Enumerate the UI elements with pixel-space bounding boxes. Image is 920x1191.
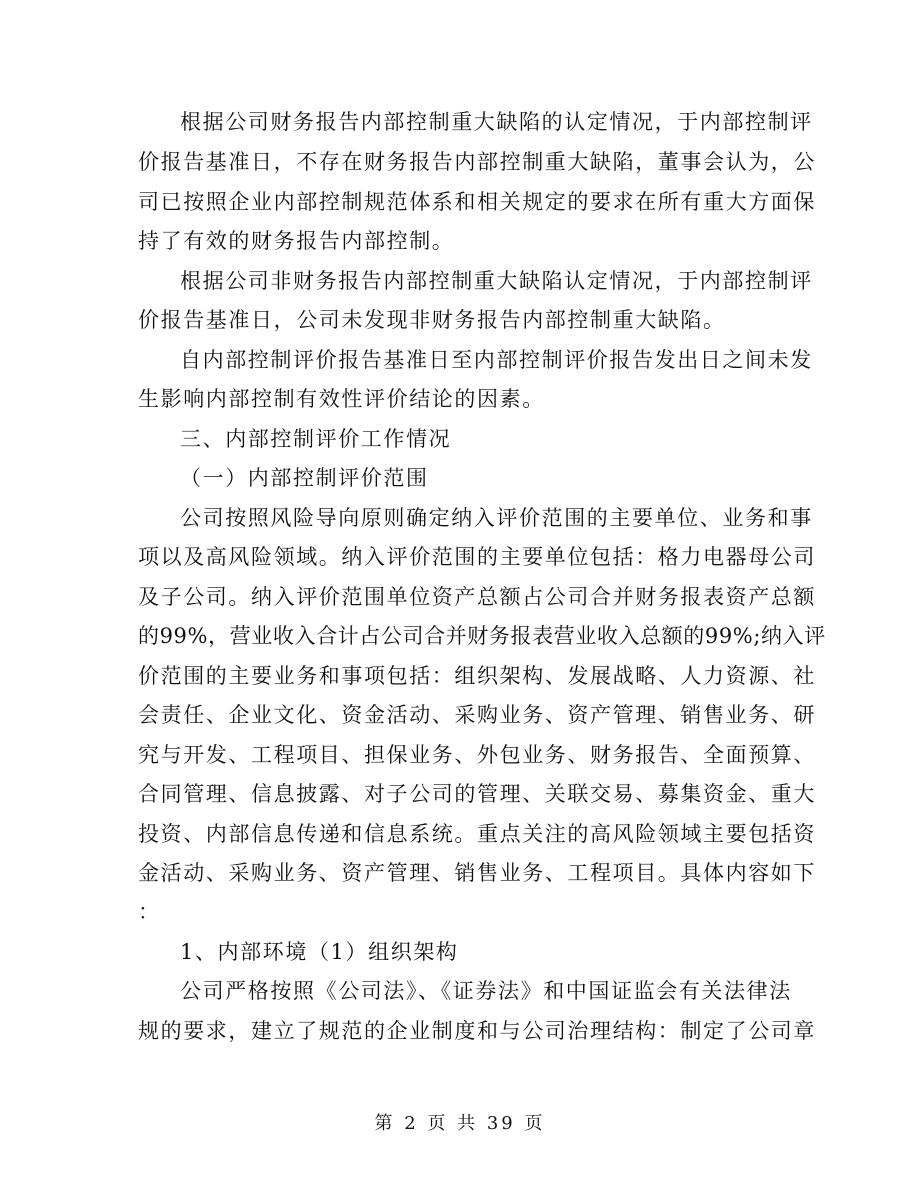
paragraph-line: ： (138, 900, 161, 924)
paragraph-line: 及子公司。纳入评价范围单位资产总额占公司合并财务报表资产总额 (138, 585, 816, 609)
paragraph-line: 项以及高风险领域。纳入评价范围的主要单位包括：格力电器母公司 (138, 545, 816, 569)
paragraph-line: 司已按照企业内部控制规范体系和相关规定的要求在所有重大方面保 (138, 190, 816, 214)
paragraph-line: 究与开发、工程项目、担保业务、外包业务、财务报告、全面预算、 (138, 743, 816, 767)
paragraph-line: 价范围的主要业务和事项包括：组织架构、发展战略、人力资源、社 (138, 664, 816, 688)
paragraph-line: 公司按照风险导向原则确定纳入评价范围的主要单位、业务和事 (180, 506, 813, 530)
paragraph-line: 会责任、企业文化、资金活动、采购业务、资产管理、销售业务、研 (138, 703, 816, 727)
paragraph-line: 规的要求，建立了规范的企业制度和与公司治理结构：制定了公司章 (138, 1019, 816, 1043)
paragraph-line: 根据公司财务报告内部控制重大缺陷的认定情况，于内部控制评 (180, 110, 813, 134)
paragraph-line: 合同管理、信息披露、对子公司的管理、关联交易、募集资金、重大 (138, 782, 816, 806)
paragraph-line: 的99%，营业收入合计占公司合并财务报表营业收入总额的99%;纳入评 (138, 624, 826, 648)
paragraph-line: 自内部控制评价报告基准日至内部控制评价报告发出日之间未发 (180, 348, 813, 372)
paragraph-line: 价报告基准日，不存在财务报告内部控制重大缺陷，董事会认为，公 (138, 150, 816, 174)
paragraph-line: 根据公司非财务报告内部控制重大缺陷认定情况，于内部控制评 (180, 269, 813, 293)
section-heading: 三、内部控制评价工作情况 (180, 427, 452, 451)
paragraph-line: 投资、内部信息传递和信息系统。重点关注的高风险领域主要包括资 (138, 822, 816, 846)
paragraph-line: 金活动、采购业务、资产管理、销售业务、工程项目。具体内容如下 (138, 861, 816, 885)
paragraph-line: 公司严格按照《公司法》、《证券法》和中国证监会有关法律法 (180, 979, 792, 1003)
paragraph-line: 生影响内部控制有效性评价结论的因素。 (138, 387, 545, 411)
subsection-heading: （一）内部控制评价范围 (180, 466, 429, 490)
subsection-heading: 1、内部环境（1）组织架构 (180, 940, 459, 964)
page-number-footer: 第 2 页 共 39 页 (374, 1113, 546, 1134)
paragraph-line: 价报告基准日，公司未发现非财务报告内部控制重大缺陷。 (138, 308, 726, 332)
paragraph-line: 持了有效的财务报告内部控制。 (138, 229, 455, 253)
